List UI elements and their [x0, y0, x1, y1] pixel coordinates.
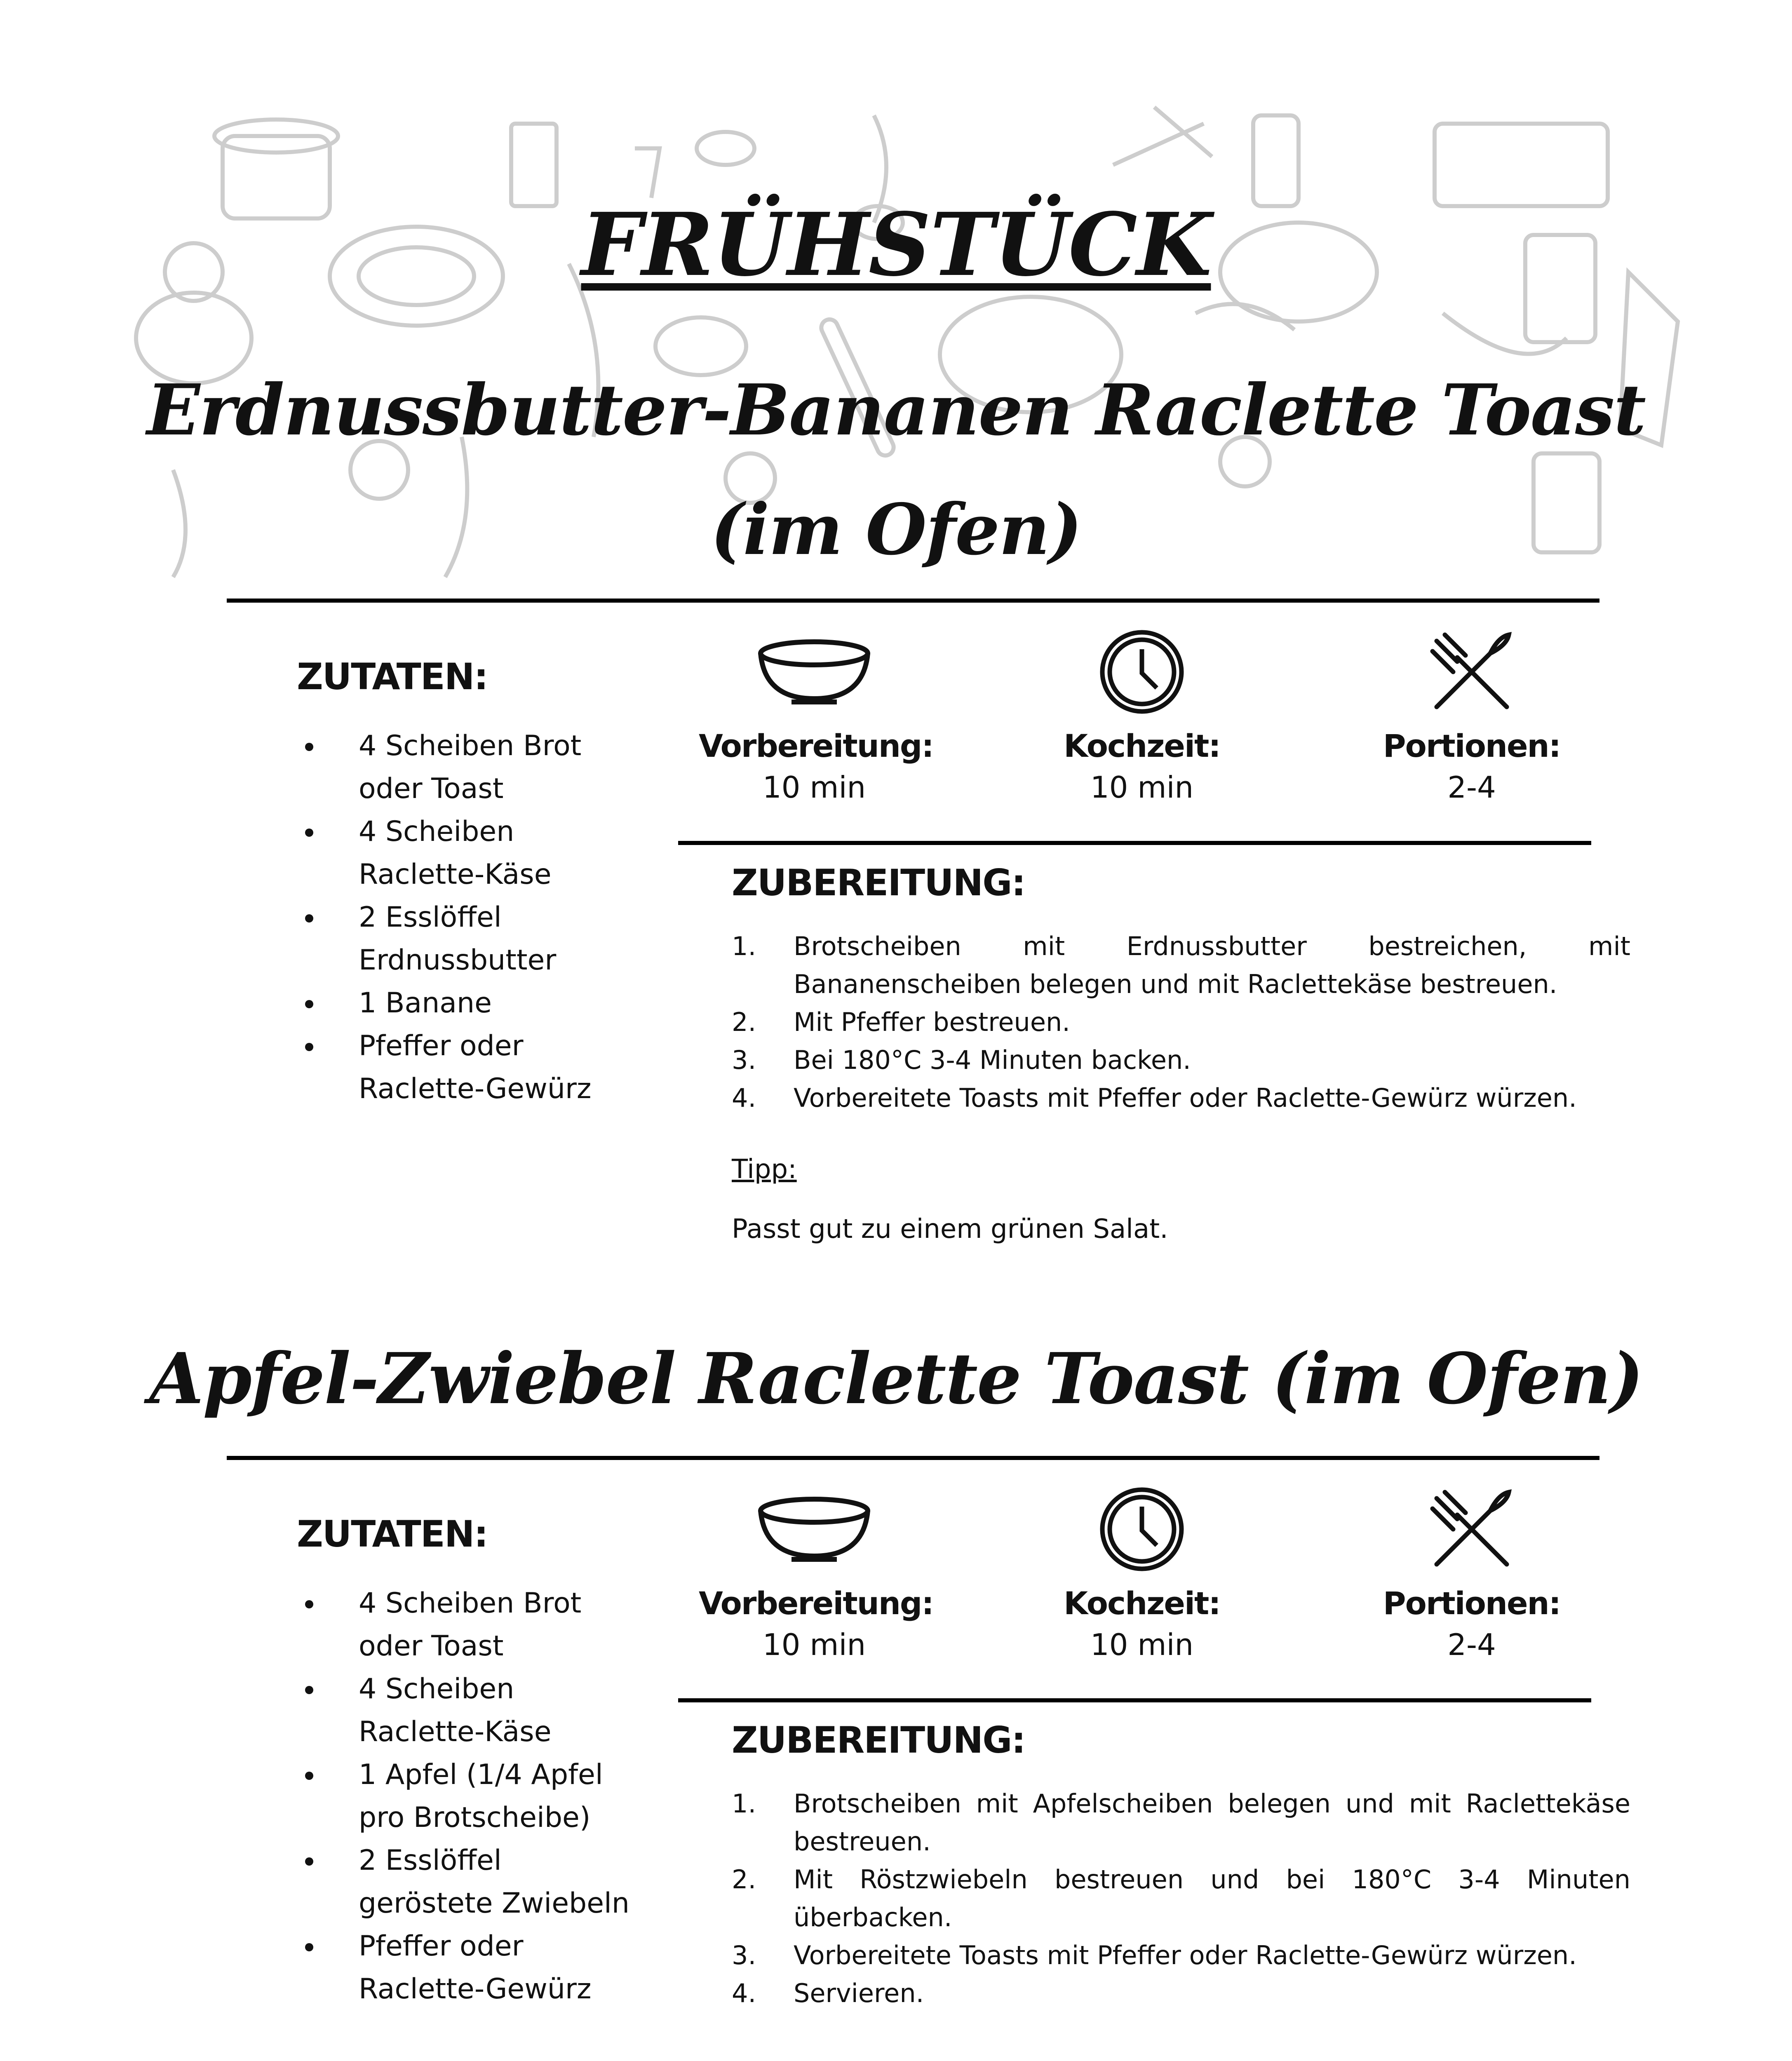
- cook-time-value: 10 min: [1090, 1627, 1194, 1662]
- recipe-1-steps-heading: ZUBEREITUNG:: [732, 861, 1025, 904]
- recipe-2-ingredients-list: [297, 1582, 643, 2011]
- cook-time-label: Kochzeit:: [1064, 728, 1220, 764]
- cook-time-label: Kochzeit:: [1064, 1585, 1220, 1622]
- recipe-1-ingredients-list: [297, 725, 643, 1110]
- step-item: [732, 1974, 1630, 2012]
- recipe-1-servings: [1356, 627, 1587, 808]
- bowl-icon: [699, 1484, 930, 1575]
- step-number: 2.: [732, 1007, 756, 1037]
- clock-icon: [1026, 627, 1257, 717]
- bowl-icon: [699, 627, 930, 717]
- step-number: 2.: [732, 1864, 756, 1894]
- ingredient-item: 2 Esslöffel geröstete Zwiebeln: [297, 1839, 643, 1925]
- recipe-1-title-line-1: Erdnussbutter-Bananen Raclette Toast: [146, 369, 1646, 451]
- recipe-2-title: Apfel-Zwiebel Raclette Toast (im Ofen): [149, 1338, 1643, 1420]
- ingredient-item: 4 Scheiben Raclette-Käse: [297, 810, 643, 896]
- step-number: 1.: [732, 931, 756, 961]
- recipe-2-cook-time: [1026, 1484, 1257, 1665]
- prep-time-label: Vorbereitung:: [699, 728, 933, 764]
- servings-label: Portionen:: [1383, 1585, 1561, 1622]
- recipe-1-stats-divider: [678, 841, 1591, 845]
- recipe-1-title: [0, 350, 1792, 589]
- step-number: 4.: [732, 1083, 756, 1113]
- ingredient-item: 1 Apfel (1/4 Apfel pro Brotscheibe): [297, 1753, 643, 1839]
- servings-value: 2-4: [1447, 1627, 1496, 1662]
- recipe-2-steps-heading: ZUBEREITUNG:: [732, 1719, 1025, 1761]
- step-item: [732, 1861, 1630, 1937]
- clock-icon: [1026, 1484, 1257, 1575]
- cook-time-value: 10 min: [1090, 770, 1194, 805]
- section-title: FRÜHSTÜCK: [581, 194, 1211, 296]
- step-number: 3.: [732, 1045, 756, 1075]
- recipe-1-title-line-2: (im Ofen): [710, 488, 1082, 571]
- recipe-1-tip-text: Passt gut zu einem grünen Salat.: [732, 1214, 1168, 1244]
- step-item: [732, 1937, 1630, 1974]
- recipe-2-prep-time: [699, 1484, 933, 1665]
- recipe-1-cook-time: [1026, 627, 1257, 808]
- step-text: Bei 180°C 3-4 Minuten backen.: [794, 1045, 1191, 1075]
- ingredient-item: 4 Scheiben Raclette-Käse: [297, 1668, 643, 1753]
- recipe-2-ingredients-heading: ZUTATEN:: [297, 1513, 488, 1555]
- recipe-2-stats-divider: [678, 1698, 1591, 1702]
- step-text: Mit Röstzwiebeln bestreuen und bei 180°C 3-4 Minuten überbacken.: [794, 1864, 1630, 1932]
- recipe-1-steps-list: [732, 927, 1630, 1117]
- step-text: Brotscheiben mit Erdnussbutter bestreichen, mit Bananenscheiben belegen und mit Raclettekäse bestreuen.: [794, 931, 1630, 999]
- step-text: Mit Pfeffer bestreuen.: [794, 1007, 1070, 1037]
- step-item: [732, 1003, 1630, 1041]
- step-number: 3.: [732, 1940, 756, 1970]
- step-item: [732, 1785, 1630, 1861]
- prep-time-label: Vorbereitung:: [699, 1585, 933, 1622]
- ingredient-item: 4 Scheiben Brot oder Toast: [297, 725, 643, 810]
- recipe-1-prep-time: [699, 627, 933, 808]
- servings-value: 2-4: [1447, 770, 1496, 805]
- step-text: Vorbereitete Toasts mit Pfeffer oder Raclette-Gewürz würzen.: [794, 1940, 1577, 1970]
- recipe-2-steps-list: [732, 1785, 1630, 2012]
- recipe-2-servings: [1356, 1484, 1587, 1665]
- cutlery-icon: [1356, 627, 1587, 717]
- step-item: [732, 1041, 1630, 1079]
- step-item: [732, 927, 1630, 1003]
- step-text: Vorbereitete Toasts mit Pfeffer oder Raclette-Gewürz würzen.: [794, 1083, 1577, 1113]
- ingredient-item: 1 Banane: [297, 982, 643, 1025]
- ingredient-item: 4 Scheiben Brot oder Toast: [297, 1582, 643, 1668]
- prep-time-value: 10 min: [762, 770, 866, 805]
- step-text: Brotscheiben mit Apfelscheiben belegen und mit Raclettekäse bestreuen.: [794, 1789, 1630, 1857]
- recipe-1-divider: [227, 599, 1599, 603]
- servings-label: Portionen:: [1383, 728, 1561, 764]
- ingredient-item: 2 Esslöffel Erdnussbutter: [297, 896, 643, 982]
- recipe-1-tip-label: Tipp:: [732, 1154, 797, 1185]
- step-item: [732, 1079, 1630, 1117]
- cutlery-icon: [1356, 1484, 1587, 1575]
- prep-time-value: 10 min: [762, 1627, 866, 1662]
- step-text: Servieren.: [794, 1978, 924, 2008]
- recipe-1-ingredients-heading: ZUTATEN:: [297, 655, 488, 698]
- recipe-2-divider: [227, 1456, 1599, 1460]
- ingredient-item: Pfeffer oder Raclette-Gewürz: [297, 1025, 643, 1110]
- step-number: 4.: [732, 1978, 756, 2008]
- ingredient-item: Pfeffer oder Raclette-Gewürz: [297, 1925, 643, 2011]
- step-number: 1.: [732, 1789, 756, 1819]
